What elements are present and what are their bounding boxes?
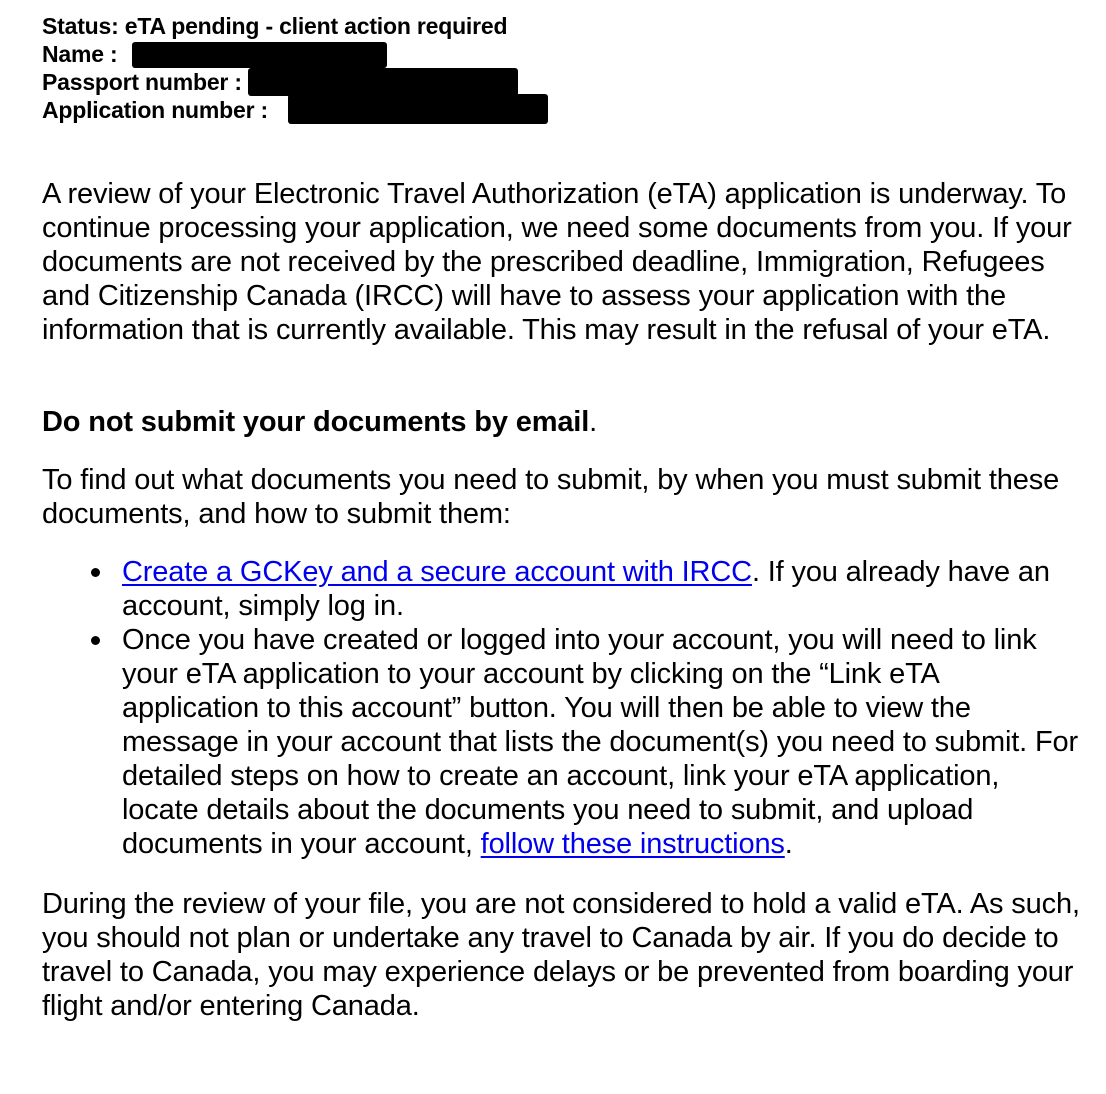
instructions-list — [42, 555, 1082, 861]
bullet-icon — [91, 636, 100, 645]
status-text: Status: eTA pending - client action required — [42, 13, 508, 39]
intro-paragraph: To find out what documents you need to submit, by when you must submit these documents, and how to submit them: — [42, 464, 1060, 530]
review-paragraph: A review of your Electronic Travel Authorization (eTA) application is underway. To continue processing your application, we need some documents from you. If your documents are not received by the prescribed deadline, Immigration, Refugees and Citizenship Canada (IRCC) will have to assess your application with the information that is currently available. This may result in the refusal of your eTA. — [42, 178, 1072, 346]
follow-instructions-link[interactable]: follow these instructions — [480, 828, 785, 860]
application-header — [42, 12, 507, 124]
warning-bold-text: Do not submit your documents by email — [42, 406, 590, 438]
list-item-text: Once you have created or logged into your account, you will need to link your eTA application to your account by clicking on the “Link eTA application to this account” button. You will then be able to view the message in your account that lists the document(s) you need to submit. For detailed steps on how to create an account, link your eTA application, locate details about the documents you need to submit, and upload documents in your account, — [122, 624, 1079, 860]
list-item-text: . If you already have an account, simply log in. — [122, 556, 1050, 622]
name-label: Name : — [42, 41, 118, 67]
application-line — [42, 96, 507, 124]
name-line — [42, 40, 507, 68]
application-redaction — [288, 94, 548, 124]
warning-period: . — [589, 406, 598, 438]
list-item — [42, 555, 1082, 623]
warning-paragraph — [42, 405, 1082, 439]
passport-line — [42, 68, 507, 96]
list-item-period: . — [784, 828, 793, 860]
create-gckey-link[interactable]: Create a GCKey and a secure account with IRCC — [122, 556, 752, 588]
application-label: Application number : — [42, 97, 269, 123]
passport-redaction — [248, 68, 518, 96]
name-redaction — [132, 42, 387, 68]
list-item — [42, 623, 1082, 861]
closing-paragraph: During the review of your file, you are not considered to hold a valid eTA. As such, you should not plan or undertake any travel to Canada by air. If you do decide to travel to Canada, you may experience delays or be prevented from boarding your flight and/or entering Canada. — [42, 888, 1080, 1022]
status-line — [42, 12, 507, 40]
bullet-icon — [91, 568, 100, 577]
passport-label: Passport number : — [42, 69, 242, 95]
